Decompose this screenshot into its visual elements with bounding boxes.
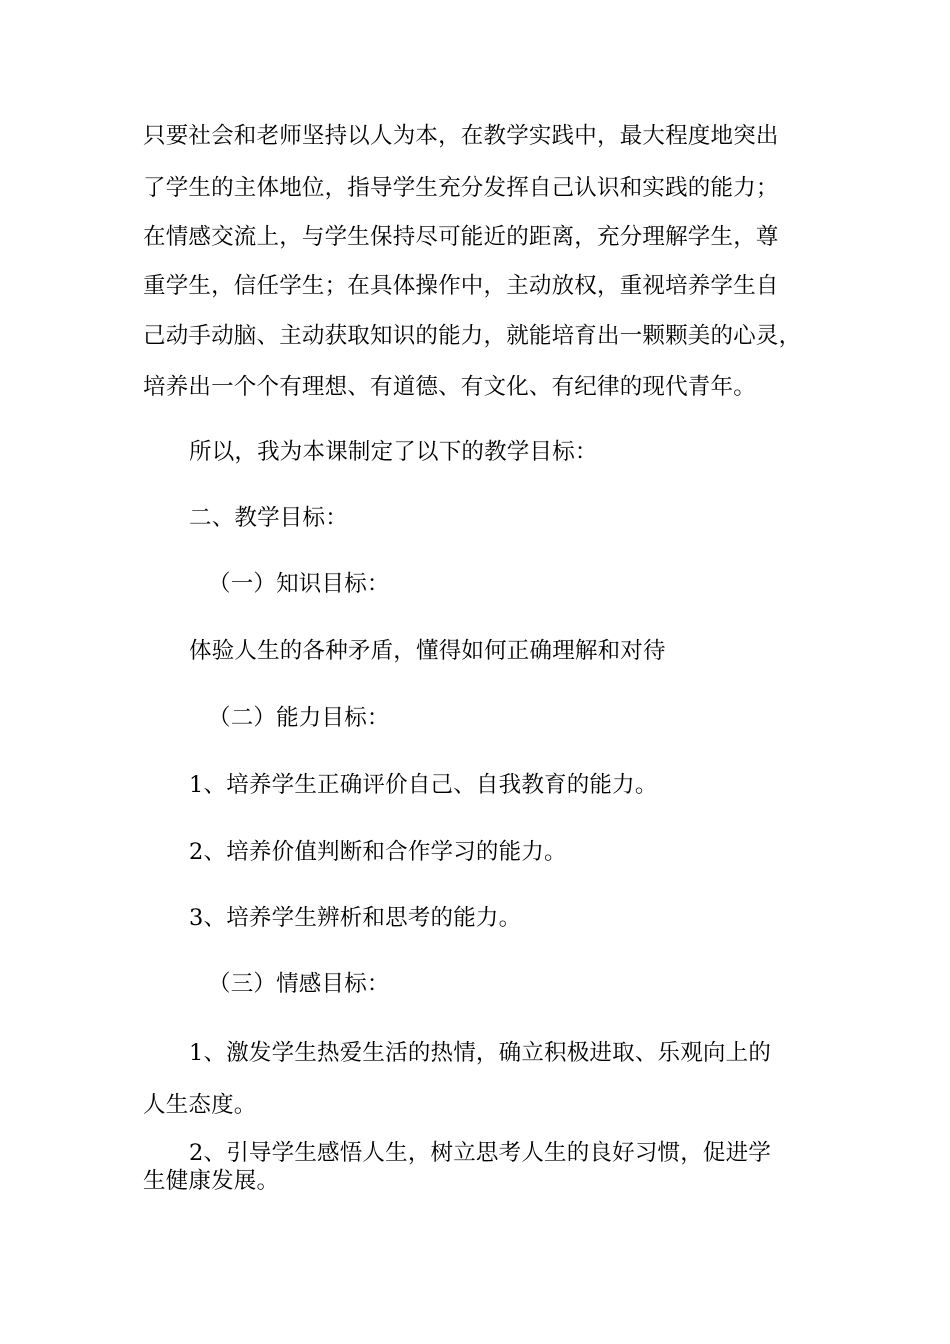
knowledge-heading: （一）知识目标： (208, 571, 390, 597)
paragraph-line: 己动手动脑、主动获取知识的能力，就能培育出一颗颗美的心灵， (143, 323, 802, 349)
section-title: 二、教学目标： (189, 505, 348, 531)
knowledge-text: 体验人生的各种矛盾，懂得如何正确理解和对待 (189, 638, 666, 664)
emotion-heading: （三）情感目标： (208, 971, 390, 997)
emotion-item-1-line-2: 人生态度。 (143, 1092, 257, 1118)
ability-item: 2、培养价值判断和合作学习的能力。 (189, 839, 567, 865)
emotion-item-1-line-1: 1、激发学生热爱生活的热情，确立积极进取、乐观向上的 (189, 1040, 772, 1066)
ability-item: 3、培养学生辨析和思考的能力。 (189, 905, 522, 931)
emotion-item-2-line-1: 2、引导学生感悟人生，树立思考人生的良好习惯，促进学 (189, 1140, 772, 1166)
paragraph-line: 重学生，信任学生；在具体操作中，主动放权，重视培养学生自 (143, 273, 779, 299)
paragraph-line: 了学生的主体地位，指导学生充分发挥自己认识和实践的能力； (143, 175, 779, 201)
paragraph-line: 培养出一个个有理想、有道德、有文化、有纪律的现代青年。 (143, 374, 756, 400)
paragraph-line: 在情感交流上，与学生保持尽可能近的距离，充分理解学生，尊 (143, 224, 779, 250)
ability-heading: （二）能力目标： (208, 705, 390, 731)
paragraph-line: 只要社会和老师坚持以人为本，在教学实践中，最大程度地突出 (143, 123, 779, 149)
intro-text: 所以，我为本课制定了以下的教学目标： (189, 439, 598, 465)
ability-item: 1、培养学生正确评价自己、自我教育的能力。 (189, 772, 658, 798)
emotion-item-2-line-2: 生健康发展。 (143, 1168, 280, 1194)
